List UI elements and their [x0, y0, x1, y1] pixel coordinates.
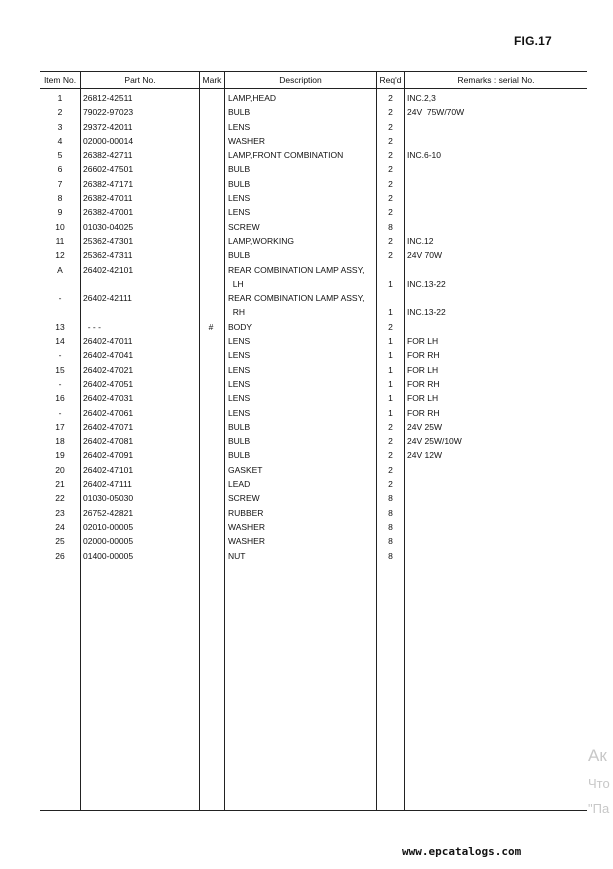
cell-item-no: 1 [57, 93, 63, 103]
cell-remarks: INC.12 [407, 235, 434, 246]
header-part-no: Part No. [124, 75, 156, 85]
cell-remarks: FOR LH [407, 364, 439, 375]
table-row [40, 134, 587, 148]
table-row [40, 91, 587, 105]
header-remarks: Remarks : serial No. [457, 75, 535, 85]
table-row [40, 406, 587, 420]
cell-part-no: 26402-47061 [83, 407, 134, 418]
cell-description: LENS [228, 407, 251, 418]
cell-item-no: 12 [55, 250, 65, 261]
cell-item-no: 20 [55, 464, 65, 475]
cell-part-no: 02000-00014 [83, 135, 134, 146]
cell-part-no: 29372-42011 [83, 121, 133, 132]
cell-reqd: 2 [388, 193, 393, 204]
cell-item-no: - [58, 378, 62, 389]
cell-part-no: 26382-47171 [83, 178, 134, 189]
cell-remarks: FOR LH [407, 393, 439, 404]
header-description: Description [279, 75, 322, 85]
cell-description: LENS [228, 393, 251, 404]
cell-item-no: 8 [57, 193, 63, 204]
cell-part-no: 26402-47031 [83, 393, 134, 404]
cell-item-no: 7 [57, 178, 63, 189]
cell-reqd: 2 [388, 150, 393, 161]
cell-part-no: 26402-47011 [83, 336, 133, 347]
cell-description: NUT [228, 550, 246, 561]
cell-part-no: 26402-47051 [83, 378, 134, 389]
cell-item-no: 4 [57, 135, 63, 146]
cell-reqd: 8 [388, 550, 393, 561]
table-row [40, 234, 587, 248]
table-row [40, 220, 587, 234]
cell-reqd: 2 [388, 321, 393, 332]
cell-reqd: 2 [388, 235, 393, 246]
cell-mark: # [208, 321, 214, 332]
cell-item-no: 15 [55, 364, 65, 375]
cell-item-no: 22 [55, 493, 65, 504]
table-row [40, 248, 587, 262]
cell-reqd: 2 [388, 178, 393, 189]
cell-description: LENS [228, 336, 251, 347]
cell-item-no: 19 [55, 450, 65, 461]
table-row [40, 291, 587, 305]
table-row [40, 363, 587, 377]
header-mark: Mark [202, 75, 222, 85]
table-row [40, 534, 587, 548]
cell-description: LAMP,FRONT COMBINATION [228, 150, 344, 161]
cell-item-no: - [58, 407, 62, 418]
cell-part-no: 01400-00005 [83, 550, 134, 561]
cell-part-no: 26402-47081 [83, 436, 134, 447]
cell-reqd: 2 [388, 450, 393, 461]
table-row [40, 477, 587, 491]
cell-part-no: 79022-97023 [83, 107, 134, 118]
table-row [40, 320, 587, 334]
cell-description: LENS [228, 193, 251, 204]
cell-part-no: 26812-42511 [83, 93, 133, 103]
cell-item-no: 21 [55, 479, 65, 490]
cell-reqd: 2 [388, 93, 393, 103]
cell-reqd: 1 [388, 350, 393, 361]
cell-description: BULB [228, 436, 251, 447]
cell-part-no: 25362-47311 [83, 250, 133, 261]
cell-item-no: 24 [55, 521, 65, 532]
cell-remarks: FOR RH [407, 407, 440, 418]
cell-part-no: 02000-00005 [83, 536, 134, 547]
table-row [40, 549, 587, 563]
cell-description: BULB [228, 164, 251, 175]
cell-part-no: 26402-47101 [83, 464, 134, 475]
cell-description: LENS [228, 378, 251, 389]
cell-description: LAMP,WORKING [228, 235, 294, 246]
watermark-line: "Па [588, 801, 610, 816]
cell-description: SCREW [228, 221, 260, 232]
cell-item-no: - [58, 350, 62, 361]
cell-item-no: 5 [57, 150, 63, 161]
cell-remarks: 24V 25W/10W [407, 436, 462, 447]
cell-part-no: 01030-04025 [83, 221, 134, 232]
figure-label: FIG.17 [514, 34, 552, 48]
cell-description: BULB [228, 250, 251, 261]
table-row [40, 120, 587, 134]
cell-reqd: 1 [388, 307, 393, 318]
cell-reqd: 8 [388, 507, 393, 518]
cell-part-no: 26402-47041 [83, 350, 134, 361]
cell-remarks: INC.2,3 [407, 93, 436, 103]
cell-item-no: 23 [55, 507, 65, 518]
cell-description: LENS [228, 364, 251, 375]
table-row [40, 377, 587, 391]
cell-description: RUBBER [228, 507, 264, 518]
cell-reqd: 2 [388, 436, 393, 447]
cell-remarks: FOR RH [407, 378, 440, 389]
table-row [40, 506, 587, 520]
cell-item-no: 2 [57, 107, 63, 118]
cell-item-no: 25 [55, 536, 65, 547]
cell-description: GASKET [228, 464, 263, 475]
table-bottom-rule [40, 810, 587, 811]
table-row [40, 305, 587, 319]
header-reqd: Req'd [379, 75, 402, 85]
cell-item-no: 18 [55, 436, 65, 447]
cell-part-no: 01030-05030 [83, 493, 134, 504]
cell-reqd: 1 [388, 336, 393, 347]
cell-item-no: 11 [55, 235, 65, 246]
cell-description: REAR COMBINATION LAMP ASSY, [228, 293, 365, 304]
cell-description: BODY [228, 321, 253, 332]
cell-remarks: INC.6-10 [407, 150, 442, 161]
table-row [40, 448, 587, 462]
cell-description: LAMP,HEAD [228, 93, 277, 103]
cell-reqd: 2 [388, 164, 393, 175]
header-rule [40, 88, 587, 89]
cell-reqd: 1 [388, 393, 393, 404]
cell-description: WASHER [228, 536, 265, 547]
table-row [40, 334, 587, 348]
table-row [40, 348, 587, 362]
cell-description: LENS [228, 121, 251, 132]
cell-remarks: 24V 75W/70W [407, 107, 465, 118]
cell-reqd: 2 [388, 107, 393, 118]
cell-item-no: A [57, 264, 63, 275]
watermark-line: Ак [588, 746, 607, 765]
cell-reqd: 2 [388, 135, 393, 146]
cell-reqd: 1 [388, 364, 393, 375]
cell-part-no: 26382-42711 [83, 150, 133, 161]
cell-reqd: 2 [388, 464, 393, 475]
table-row [40, 391, 587, 405]
cell-part-no: 26602-47501 [83, 164, 134, 175]
cell-reqd: 1 [388, 407, 393, 418]
cell-part-no: 25362-47301 [83, 235, 134, 246]
cell-description: LH [228, 278, 244, 289]
cell-item-no: 10 [55, 221, 65, 232]
table-body [40, 91, 587, 563]
cell-reqd: 2 [388, 121, 393, 132]
cell-remarks: 24V 70W [407, 250, 442, 261]
table-row [40, 162, 587, 176]
cell-description: WASHER [228, 521, 265, 532]
cell-item-no: 17 [55, 421, 65, 432]
cell-remarks: 24V 12W [407, 450, 442, 461]
cell-part-no: 26402-47021 [83, 364, 134, 375]
cell-remarks: 24V 25W [407, 421, 442, 432]
table-row [40, 420, 587, 434]
table-row [40, 491, 587, 505]
cell-item-no: 9 [57, 207, 63, 218]
cell-part-no: 26382-47001 [83, 207, 134, 218]
table-row [40, 191, 587, 205]
cell-item-no: 26 [55, 550, 65, 561]
cell-part-no: 26402-47111 [83, 479, 132, 490]
cell-part-no: 26382-47011 [83, 193, 133, 204]
cell-description: REAR COMBINATION LAMP ASSY, [228, 264, 365, 275]
cell-item-no: 13 [55, 321, 65, 332]
cell-part-no: 26402-47071 [83, 421, 134, 432]
table-row [40, 105, 587, 119]
watermark-line: Что [588, 776, 610, 791]
cell-reqd: 2 [388, 250, 393, 261]
cell-reqd: 8 [388, 536, 393, 547]
cell-remarks: FOR LH [407, 336, 439, 347]
cell-part-no: 26402-42101 [83, 264, 134, 275]
cell-part-no: 26402-42111 [83, 293, 132, 304]
footer-url: www.epcatalogs.com [402, 845, 522, 858]
cell-part-no: 26752-42821 [83, 507, 134, 518]
cell-description: LEAD [228, 479, 251, 490]
cell-description: RH [228, 307, 245, 318]
table-row [40, 434, 587, 448]
cell-description: BULB [228, 421, 251, 432]
cell-reqd: 2 [388, 207, 393, 218]
table-row [40, 148, 587, 162]
cell-remarks: FOR RH [407, 350, 440, 361]
cell-remarks: INC.13-22 [407, 278, 446, 289]
cell-reqd: 2 [388, 421, 393, 432]
cell-description: SCREW [228, 493, 260, 504]
table-row [40, 520, 587, 534]
cell-item-no: 16 [55, 393, 65, 404]
cell-item-no: 6 [57, 164, 63, 175]
cell-item-no: 3 [57, 121, 63, 132]
cell-description: LENS [228, 207, 251, 218]
cell-reqd: 8 [388, 221, 393, 232]
cell-description: WASHER [228, 135, 265, 146]
cell-reqd: 8 [388, 493, 393, 504]
cell-part-no: - - - [83, 321, 101, 332]
cell-part-no: 26402-47091 [83, 450, 134, 461]
cell-description: BULB [228, 107, 251, 118]
table-row [40, 205, 587, 219]
cell-reqd: 2 [388, 479, 393, 490]
cell-part-no: 02010-00005 [83, 521, 134, 532]
cell-reqd: 1 [388, 278, 393, 289]
cell-item-no: - [58, 293, 62, 304]
cell-description: BULB [228, 178, 251, 189]
parts-table [40, 71, 587, 811]
cell-item-no: 14 [55, 336, 65, 347]
cell-description: LENS [228, 350, 251, 361]
cell-remarks: INC.13-22 [407, 307, 446, 318]
header-item-no: Item No. [43, 75, 77, 85]
table-row [40, 177, 587, 191]
table-row [40, 277, 587, 291]
table-top-rule [40, 71, 587, 72]
cell-reqd: 1 [388, 378, 393, 389]
table-row [40, 463, 587, 477]
table-row [40, 263, 587, 277]
cell-description: BULB [228, 450, 251, 461]
cell-reqd: 8 [388, 521, 393, 532]
